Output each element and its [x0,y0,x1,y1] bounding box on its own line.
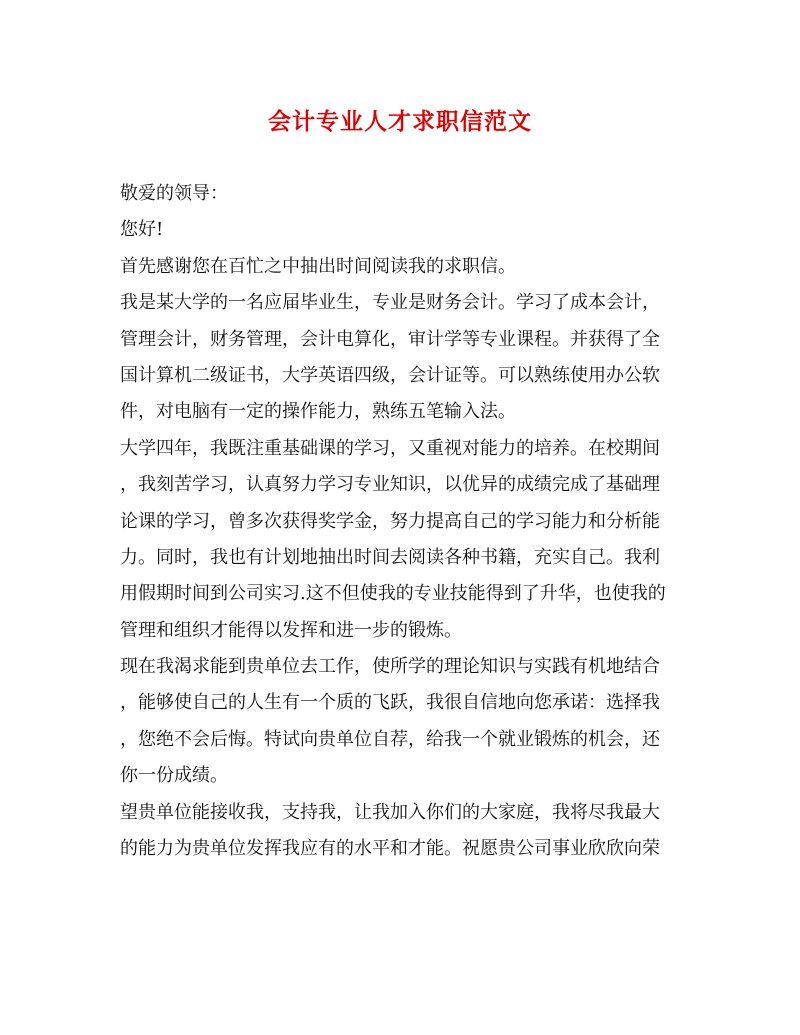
text-line: 首先感谢您在百忙之中抽出时间阅读我的求职信。 [120,255,516,277]
text-line: 管理会计，财务管理，会计电算化，审计学等专业课程。并获得了全 [120,328,660,350]
text-line: 国计算机二级证书，大学英语四级，会计证等。可以熟练使用办公软 [120,364,660,386]
text-line: 望贵单位能接收我，支持我，让我加入你们的大家庭，我将尽我最大 [120,801,660,823]
document-body [120,176,680,867]
text-line: 论课的学习，曾多次获得奖学金，努力提高自己的学习能力和分析能 [120,510,660,532]
document-title: 会计专业人才求职信范文 [268,108,532,135]
text-line: 用假期时间到公司实习.这不但使我的专业技能得到了升华，也使我的 [120,583,666,605]
text-line: 敬爱的领导： [120,183,228,204]
text-line: ，能够使自己的人生有一个质的飞跃，我很自信地向您承诺：选择我 [120,692,660,714]
text-line: 你一份成绩。 [120,765,228,787]
text-line: 件，对电脑有一定的操作能力，熟练五笔输入法。 [120,401,516,423]
text-line: 您好! [120,219,164,241]
text-line: 现在我渴求能到贵单位去工作，使所学的理论知识与实践有机地结合 [120,656,660,678]
text-line: 我是某大学的一名应届毕业生，专业是财务会计。学习了成本会计， [120,292,660,314]
text-line: 力。同时，我也有计划地抽出时间去阅读各种书籍，充实自己。我利 [120,546,660,568]
text-line: 的能力为贵单位发挥我应有的水平和才能。祝愿贵公司事业欣欣向荣 [120,838,660,860]
text-line: 管理和组织才能得以发挥和进一步的锻炼。 [120,619,462,641]
text-line: ，您绝不会后悔。特试向贵单位自荐，给我一个就业锻炼的机会，还 [120,728,660,750]
text-line: 大学四年，我既注重基础课的学习，又重视对能力的培养。在校期间 [120,437,660,459]
text-line: ，我刻苦学习，认真努力学习专业知识，以优异的成绩完成了基础理 [120,474,660,496]
